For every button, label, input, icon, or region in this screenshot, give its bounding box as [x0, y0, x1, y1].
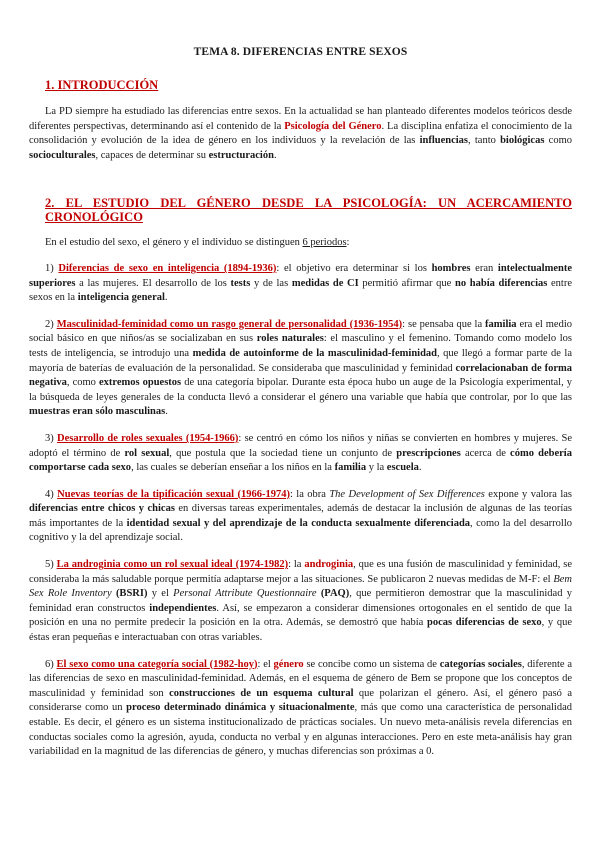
text: , que permitieron demostrar que la masculinidad y feminidad eran constructos: [29, 588, 573, 614]
period-3-paragraph: [29, 432, 572, 476]
text: expone y valora las: [484, 488, 573, 500]
text: : el: [257, 658, 274, 670]
text: era el medio social básico en que niños/as se socializaban en sus: [29, 318, 572, 345]
lead-paragraph: [29, 236, 572, 251]
test-name: Bem Sex Role Inventory: [29, 573, 572, 600]
emphasis: (PAQ): [320, 588, 350, 600]
text: . Así, se empezaron a considerar dimensiones ortogonales en el sentido de que la posición en una no permite predecir la posición en la otra. Además, se demostró que había: [29, 602, 572, 629]
emphasis: muestras eran sólo masculinas: [29, 406, 166, 418]
emphasis: socioculturales: [29, 149, 96, 161]
period-number: 3): [45, 432, 58, 444]
period-number: 5): [45, 559, 57, 571]
text: , capaces de determinar su: [95, 149, 209, 161]
text: : el objetivo era determinar si los: [276, 262, 432, 274]
period-title: El sexo como una categoría social (1982-hoy): [56, 658, 258, 670]
text: a las mujeres. El desarrollo de los: [75, 277, 231, 289]
text: La PD siempre ha estudiado las diferencias entre sexos. En la actualidad se han planteado diferentes modelos teóricos desde diferentes perspectivas, determinando así el contenido de la: [29, 106, 572, 132]
emphasis: Psicología del Género: [284, 120, 382, 132]
emphasis: estructuración: [208, 149, 274, 161]
emphasis: proceso determinado dinámica y situacionalmente: [126, 702, 355, 714]
period-title: Diferencias de sexo en inteligencia (1894-1936): [58, 262, 277, 274]
period-title: Nuevas teorías de la tipificación sexual (1966-1974): [57, 488, 290, 500]
text: y de las: [250, 277, 292, 289]
emphasis: familia: [485, 318, 517, 330]
text: en diversas tareas experimentales, además de destacar la inclusión de algunas de las teorías más importantes de la: [29, 503, 572, 529]
text: : se pensaba que la: [402, 318, 486, 330]
text: , más que como una característica de personalidad estable. Es decir, el género es un sistema institucionalizado de prácticas sociales. Un nuevo meta-análisis revela diferencias en conductas sociales como la agresión, ayuda, conducta no verbal y en algunas interacciones. Pero en este meta-análisis hay gran variabilidad en la magnitud de las diferencias de género, y muchas diferencias son próximas a 0.: [29, 702, 572, 758]
period-5-paragraph: [29, 558, 572, 646]
text: .: [164, 292, 168, 304]
text: : la: [288, 559, 305, 571]
emphasis: escuela: [386, 462, 419, 474]
period-2-paragraph: [29, 318, 572, 420]
text: .: [273, 149, 277, 161]
emphasis: androginia: [304, 559, 354, 571]
emphasis: prescripciones: [396, 447, 461, 459]
emphasis: diferencias entre chicos y chicas: [29, 503, 175, 515]
text: .: [418, 462, 422, 474]
text: : la obra: [289, 488, 330, 500]
emphasis: hombres: [431, 262, 471, 274]
text: de una categoría bipolar. Durante esta época hubo un auge de la Psicología experimental, y la búsqueda de leyes generales de la conducta llevó a considerar el género una variable que había que controlar, por lo que las: [29, 377, 572, 403]
text: entre sexos en la: [29, 277, 572, 304]
period-number: 4): [45, 488, 58, 500]
emphasis: correlacionaban de forma negativa: [29, 362, 572, 389]
text: En el estudio del sexo, el género y el individuo se distinguen: [45, 237, 303, 249]
section-1-heading: 1. INTRODUCCIÓN: [45, 78, 159, 92]
period-title: Desarrollo de roles sexuales (1954-1966): [57, 432, 239, 444]
emphasis: roles naturales: [256, 333, 324, 345]
text: , que postula que la sociedad tiene un conjunto de: [169, 447, 397, 459]
document-title: TEMA 8. DIFERENCIAS ENTRE SEXOS: [193, 46, 408, 58]
emphasis: género: [273, 658, 304, 670]
emphasis: familia: [334, 462, 367, 474]
text: , las cuales se deberían enseñar a los niños en la: [131, 462, 335, 474]
text: :: [346, 237, 350, 249]
book-title: The Development of Sex Differences: [329, 488, 485, 500]
text: acerca de: [460, 447, 511, 459]
text: : el masculino y el femenino. Tomando como modelo los tests de inteligencia, se introdujo una: [29, 333, 572, 359]
emphasis: inteligencia general: [77, 292, 165, 304]
period-4-paragraph: [29, 488, 572, 546]
test-name: Personal Attribute Questionnaire: [173, 588, 317, 600]
text: , como: [66, 377, 99, 389]
text: que polarizan el género. Así, el género pasó a considerarse como un: [29, 687, 572, 714]
emphasis: construcciones de un esquema cultural: [169, 687, 354, 699]
text: , como la del desarrollo cognitivo y la del aprendizaje social.: [29, 517, 572, 544]
intro-paragraph: [29, 105, 572, 163]
emphasis: extremos opuestos: [98, 377, 182, 389]
emphasis: tests: [230, 277, 251, 289]
emphasis: identidad sexual y del aprendizaje de la conducta sexualmente diferenciada: [126, 517, 471, 529]
text: : se centró en cómo los niños y niñas se convierten en hombres y mujeres. Se adoptó el término de: [29, 432, 572, 459]
period-number: 2): [45, 318, 57, 330]
emphasis: rol sexual: [124, 447, 170, 459]
emphasis: medidas de CI: [291, 277, 359, 289]
text: eran: [470, 262, 498, 274]
emphasis: (BSRI): [115, 588, 148, 600]
emphasis: pocas diferencias de sexo: [427, 617, 542, 629]
text: , tanto: [468, 135, 501, 147]
underlined-text: 6 periodos: [302, 237, 347, 249]
text: se concibe como un sistema de: [303, 658, 440, 670]
emphasis: influencias: [419, 135, 469, 147]
text: .: [165, 406, 168, 418]
emphasis: no había diferencias: [455, 277, 548, 289]
period-title: La androginia como un rol sexual ideal (1974-1982): [56, 559, 289, 571]
emphasis: cómo debería comportarse cada sexo: [29, 447, 572, 474]
emphasis: medida de autoinforme de la masculinidad-feminidad: [192, 347, 438, 359]
emphasis: categorías sociales: [439, 658, 522, 670]
text: y el: [147, 588, 174, 600]
text: y la: [366, 462, 387, 474]
emphasis: intelectualmente superiores: [29, 262, 572, 289]
period-6-paragraph: [29, 658, 572, 760]
period-1-paragraph: [29, 262, 572, 306]
text: , que es una fusión de masculinidad y feminidad, se consideraba la más saludable porque permitía adaptarse mejor a las situaciones. Se publicaron 2 nuevas medidas de M-F: el: [29, 559, 573, 585]
period-title: Masculinidad-feminidad como un rasgo general de personalidad (1936-1954): [56, 318, 403, 330]
text: como: [544, 135, 572, 147]
section-2-heading: 2. EL ESTUDIO DEL GÉNERO DESDE LA PSICOLOGÍA: UN ACERCAMIENTO CRONOLÓGICO: [45, 196, 572, 225]
text: permitió afirmar que: [358, 277, 456, 289]
text: , y que éstas eran pequeñas e interactuaban con otras variables.: [29, 617, 572, 644]
text: , que llegó a formar parte de la mayoría de baterías de evaluación de la personalidad. Se consideraba que masculinidad y feminidad: [29, 347, 573, 374]
period-number: 6): [45, 658, 57, 670]
text: , diferente a las diferencias de sexo en masculinidad-feminidad. Además, en el esquema de género de Bem se propone que los conceptos de masculinidad y feminidad son: [29, 658, 572, 699]
period-number: 1): [45, 262, 59, 274]
text: . La disciplina enfatiza el conocimiento de la consolidación y evolución de la idea de género en los individuos y la revelación de las: [29, 120, 572, 147]
emphasis: independientes: [149, 602, 217, 614]
emphasis: biológicas: [500, 135, 545, 147]
